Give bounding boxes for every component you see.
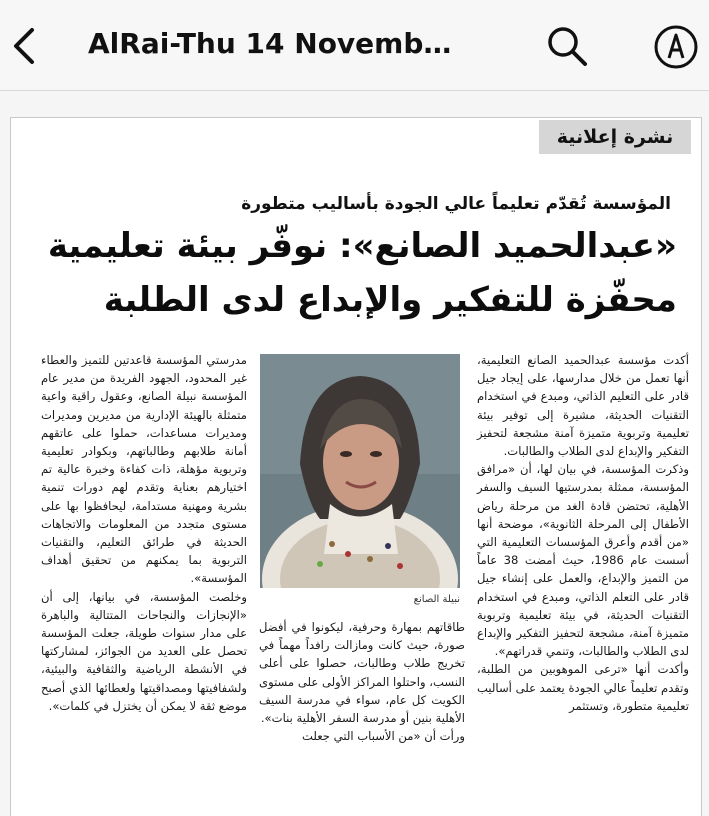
article-column-middle	[259, 618, 465, 813]
paragraph: أكدت مؤسسة عبدالحميد الصانع التعليمية، أنها تعمل من خلال مدارسها، على إيجاد جيل قادر على التعليم الذاتي، ومبدع في استخدام التقنيات الحديثة، مشيرة إلى توفير بيئة تعليمية وتربوية متميزة آمنة مشجعة لتحفيز التفكير والإبداع لدى الطلاب والطالبات.	[477, 353, 689, 459]
markup-button[interactable]	[653, 24, 699, 70]
headline-line-1: «عبدالحميد الصانع»: نوفّر بيئة تعليمية	[47, 226, 677, 266]
search-button[interactable]	[545, 24, 589, 68]
headline-line-2: محفّزة للتفكير والإبداع لدى الطلبة	[103, 280, 677, 320]
search-icon	[545, 24, 589, 68]
portrait-photo	[260, 354, 460, 588]
article-column-right	[477, 351, 689, 811]
newspaper-page	[10, 117, 702, 816]
paragraph: مدرستي المؤسسة قاعدتين للتميز والعطاء غير المحدود، الجهود الفريدة من مدير عام المؤسسة نبيلة الصانع، وعقول راقية واعية متمثلة بالهيئة الإدارية من مديرين ومديرات ومديرات مساعدات، حملوا على عاتقهم أمانة طلابهم وطالباتهم، وبكوادر تعليمية وتربوية مؤهلة، ذات كفاءة وخبرة عالية تم اختيارهم بعناية وتقدم لهم دورات تنمية بشرية ومهنية مستدامة، ليحافظوا بها على مستوى متجدد من المعلومات والاتجاهات الحديثة في طرائق التعليم، والتقنيات التربوية بما يمكنهم من تحقيق أهداف المؤسسة».	[41, 353, 247, 586]
section-tag: نشرة إعلانية	[539, 120, 691, 154]
photo-caption: نبيلة الصانع	[413, 594, 460, 605]
paragraph: طاقاتهم بمهارة وحرفية، ليكونوا في أفضل صورة، حيث كانت ومازالت رافداً مهماً في تخريج طلاب وطالبات، حصلوا على أعلى النسب، واحتلوا المراكز الأولى على مستوى الكويت كل عام، سواء في مدرسة السيف الأهلية بنين أو مدرسة السفر الأهلية بنات».	[259, 620, 465, 726]
paragraph: وخلصت المؤسسة، في بيانها، إلى أن «الإنجازات والنجاحات المتتالية والباهرة على مدار سنوات طويلة، جعلت المؤسسة تحصل على العديد من الجوائز، لمشاركتها في الأنشطة الرياضية والثقافية والبيئية، ولشفافيتها ومصداقيتها ولعطائها الذي أصبح موضع ثقة لا يمكن أن يختزل في كلمات».	[41, 589, 247, 713]
top-bar	[0, 0, 709, 91]
paragraph: ورأت أن «من الأسباب التي جعلت	[301, 729, 465, 744]
document-title: AlRai-Thu 14 Novemb…	[88, 27, 452, 60]
paragraph: وذكرت المؤسسة، في بيان لها، أن «مرافق المؤسسة، ممثلة بمدرستيها السيف والسفر الأهلية، تحتضن قادة الغد من مرحلة رياض الأطفال إلى المرحلة الثانوية»، موضحة أنها «من أقدم وأعرق المؤسسات التعليمية التي أسست عام 1986، حيث أمضت 38 عاماً من التميز والإبداع، والعمل على إنشاء جيل قادر على التعلم الذاتي، ومبدع في استخدام التقنيات الحديثة، في بيئة تعليمية وتربوية متميزة آمنة، مشجعة لتحفيز التفكير والإبداع لدى الطلاب والطالبات، وتنمي قدراتهم».	[477, 462, 689, 659]
paragraph: وأكدت أنها «ترعى الموهوبين من الطلبة، وتقدم تعليماً عالي الجودة يعتمد على أساليب تعليمية متطورة، وتستثمر	[477, 662, 689, 713]
article-subheadline: المؤسسة تُقدّم تعليماً عالي الجودة بأساليب متطورة	[241, 194, 671, 214]
article-column-left	[41, 351, 247, 811]
pen-markup-icon	[653, 24, 699, 70]
back-button[interactable]	[6, 24, 42, 68]
chevron-left-icon	[6, 24, 42, 68]
